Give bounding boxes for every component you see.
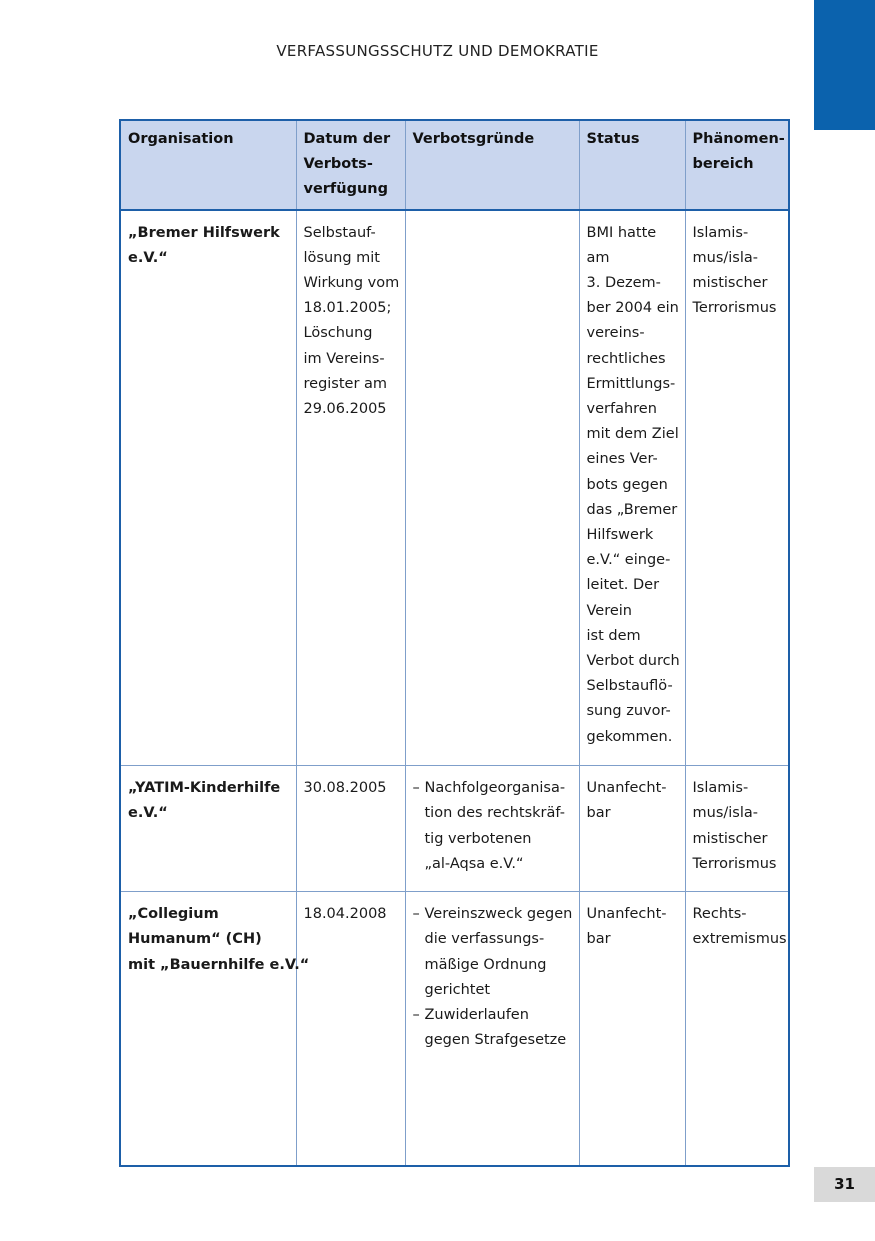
cell-status: Unanfecht- bar [579, 892, 685, 1166]
header-phaenomenbereich: Phänomen- bereich [685, 120, 789, 210]
cell-status: BMI hatte am 3. Dezem- ber 2004 ein vereins- rechtliches Ermittlungs- verfahren mit dem Ziel eines Ver- bots gegen das „Bremer Hilfswerk e.V.“ einge- leitet. Der Verein ist dem Verbot durch Selbstauflö- sung zuvor- gekommen. [579, 210, 685, 766]
cell-datum: 18.04.2008 [296, 892, 405, 1166]
page-number: 31 [814, 1167, 875, 1202]
table-row [120, 766, 789, 892]
cell-datum: 30.08.2005 [296, 766, 405, 892]
list-item: – Nachfolgeorganisa- tion des rechtskräf- tig verbotenen „al-Aqsa e.V.“ [413, 776, 572, 877]
list-item: – Zuwiderlaufen gegen Strafgesetze [413, 1003, 572, 1053]
table-row [120, 892, 789, 1166]
prohibition-table [119, 119, 790, 1167]
table-row [120, 210, 789, 766]
cell-phaenomenbereich: Islamis- mus/isla- mistischer Terrorismus [685, 210, 789, 766]
header-organisation: Organisation [120, 120, 296, 210]
cell-datum: Selbstauf- lösung mit Wirkung vom 18.01.2005; Löschung im Vereins- register am 29.06.2005 [296, 210, 405, 766]
cell-verbotsgruende [405, 766, 579, 892]
header-verbotsgruende: Verbotsgründe [405, 120, 579, 210]
cell-phaenomenbereich: Islamis- mus/isla- mistischer Terrorismus [685, 766, 789, 892]
table-header-row [120, 120, 789, 210]
header-datum: Datum der Verbots- verfügung [296, 120, 405, 210]
running-header: VERFASSUNGSSCHUTZ UND DEMOKRATIE [276, 42, 599, 60]
header-status: Status [579, 120, 685, 210]
cell-verbotsgruende [405, 892, 579, 1166]
list-item: – Vereinszweck gegen die verfassungs- mäßige Ordnung gerichtet [413, 902, 572, 1003]
reasons-list [413, 902, 572, 1053]
cell-phaenomenbereich: Rechts- extremismus [685, 892, 789, 1166]
reasons-list [413, 776, 572, 877]
cell-status: Unanfecht- bar [579, 766, 685, 892]
cell-organisation: „YATIM-Kinderhilfe e.V.“ [120, 766, 296, 892]
cell-organisation: „Collegium Humanum“ (CH) mit „Bauernhilfe e.V.“ [120, 892, 296, 1166]
chapter-tab-marker [814, 0, 875, 130]
cell-verbotsgruende [405, 210, 579, 766]
cell-organisation: „Bremer Hilfswerk e.V.“ [120, 210, 296, 766]
